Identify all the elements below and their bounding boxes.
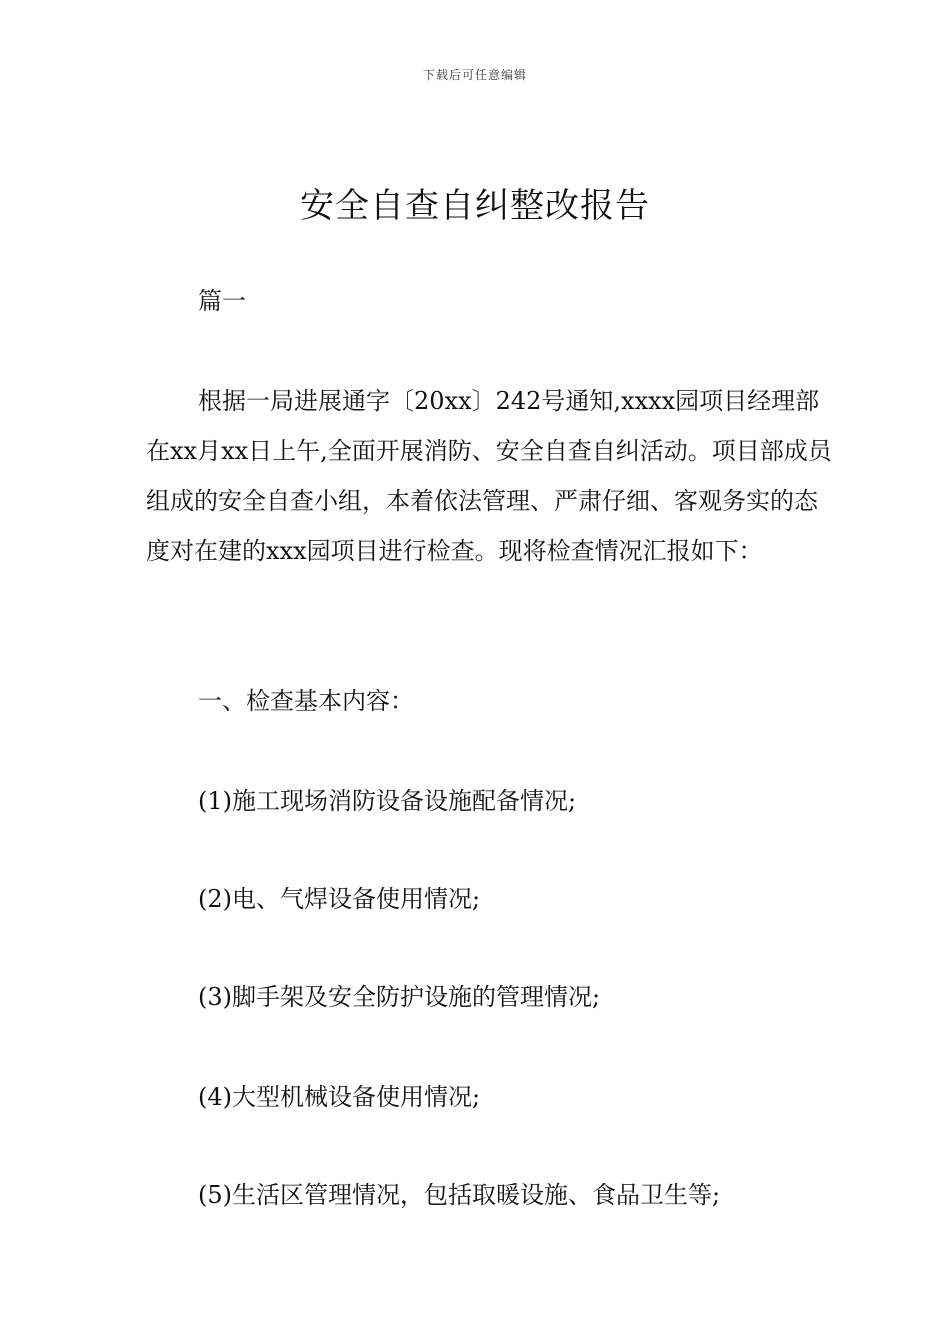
list-item: (2)电、气焊设备使用情况; [198, 885, 481, 913]
section-heading-one: 一、检查基本内容： [198, 687, 414, 715]
header-note: 下载后可任意编辑 [422, 68, 527, 82]
document-title: 安全自查自纠整改报告 [300, 186, 650, 226]
list-item: (4)大型机械设备使用情况; [198, 1083, 481, 1111]
list-item: (5)生活区管理情况，包括取暖设施、食品卫生等; [198, 1181, 721, 1209]
intro-paragraph: 根据一局进展通字〔20xx〕242号通知,xxxx园项目经理部在xx月xx日上午,全面开展消防、安全自查自纠活动。项目部成员组成的安全自查小组，本着依法管理、严肃仔细、客观务实的态度对在建的xxx园项目进行检查。现将检查情况汇报如下： [146, 387, 832, 565]
section-label: 篇一 [198, 287, 246, 315]
list-item: (3)脚手架及安全防护设施的管理情况; [198, 983, 601, 1011]
list-item: (1)施工现场消防设备设施配备情况; [198, 787, 577, 815]
